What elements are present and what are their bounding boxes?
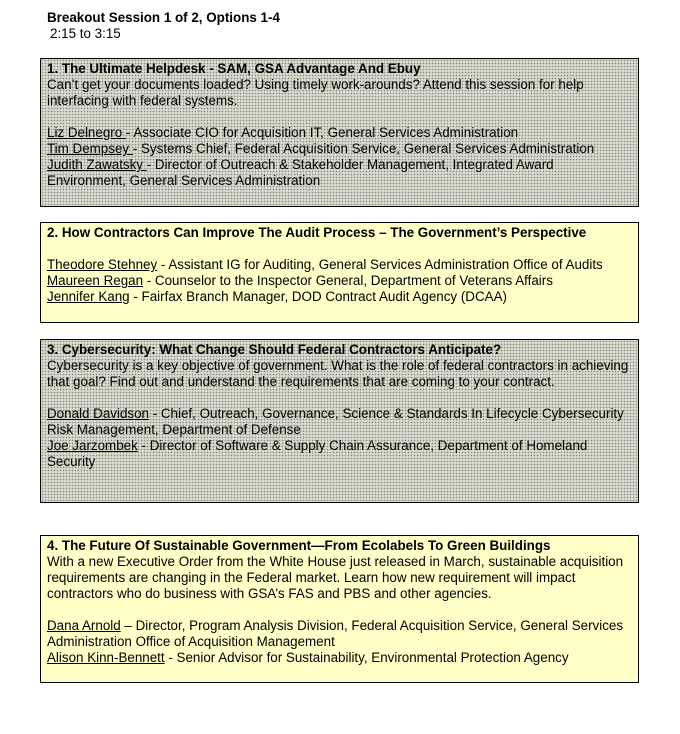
speaker-name-link[interactable]: Alison Kinn-Bennett	[47, 650, 165, 665]
speaker-name-link[interactable]: Donald Davidson	[47, 406, 149, 421]
speaker-entry	[47, 650, 632, 666]
session-box-4	[40, 535, 639, 683]
speaker-name-link[interactable]: Joe Jarzombek	[47, 438, 138, 453]
speaker-entry	[47, 618, 632, 650]
session-description: With a new Executive Order from the White House just released in March, sustainable acquisition requirements are changing in the Federal market. Learn how new requirement will impact contractors who do business with GSA’s FAS and PBS and other agencies.	[47, 554, 624, 601]
speaker-name-link[interactable]: Tim Dempsey	[47, 141, 133, 156]
speaker-entry	[47, 141, 632, 157]
speaker-entry	[47, 157, 632, 189]
speaker-name-link[interactable]: Liz Delnegro	[47, 125, 126, 140]
speaker-name-link[interactable]: Judith Zawatsky	[47, 157, 147, 172]
speaker-role: - Fairfax Branch Manager, DOD Contract Audit Agency (DCAA)	[129, 289, 507, 304]
page-header	[47, 10, 280, 42]
speaker-name-link[interactable]: Theodore Stehney	[47, 257, 158, 272]
page-title: Breakout Session 1 of 2, Options 1-4	[47, 10, 280, 25]
session-title: 4. The Future Of Sustainable Government—From Ecolabels To Green Buildings	[47, 538, 551, 553]
speaker-entry	[47, 273, 632, 289]
session-time: 2:15 to 3:15	[50, 26, 121, 41]
speaker-name-link[interactable]: Dana Arnold	[47, 618, 121, 633]
speaker-entry	[47, 257, 632, 273]
session-description: Can’t get your documents loaded? Using timely work-arounds? Attend this session for help interfacing with federal systems.	[47, 77, 584, 108]
speaker-entry	[47, 289, 632, 305]
session-box-3	[40, 339, 639, 503]
speaker-role: - Assistant IG for Auditing, General Services Administration Office of Audits	[157, 257, 603, 272]
speaker-role: - Senior Advisor for Sustainability, Environmental Protection Agency	[164, 650, 569, 665]
speaker-role: - Director of Outreach & Stakeholder Management, Integrated Award Environment, General Services Administration	[47, 157, 554, 188]
speaker-role: - Director of Software & Supply Chain Assurance, Department of Homeland Security	[47, 438, 588, 469]
speaker-entry	[47, 438, 632, 470]
speaker-role: - Associate CIO for Acquisition IT, General Services Administration	[125, 125, 519, 140]
speaker-name-link[interactable]: Jennifer Kang	[47, 289, 130, 304]
session-box-2	[40, 222, 639, 323]
speaker-role: - Systems Chief, Federal Acquisition Service, General Services Administration	[132, 141, 595, 156]
session-title: 2. How Contractors Can Improve The Audit Process – The Government’s Perspective	[47, 225, 587, 240]
speaker-role: – Director, Program Analysis Division, Federal Acquisition Service, General Services Administration Office of Acquisition Management	[47, 618, 624, 649]
session-title: 1. The Ultimate Helpdesk - SAM, GSA Advantage And Ebuy	[47, 61, 421, 76]
session-box-1	[40, 58, 639, 207]
speaker-name-link[interactable]: Maureen Regan	[47, 273, 144, 288]
speaker-entry	[47, 406, 632, 438]
session-description: Cybersecurity is a key objective of government. What is the role of federal contractors in achieving that goal? Find out and understand the requirements that are coming to your contract.	[47, 358, 629, 389]
speaker-entry	[47, 125, 632, 141]
speaker-role: - Counselor to the Inspector General, Department of Veterans Affairs	[143, 273, 553, 288]
session-title: 3. Cybersecurity: What Change Should Federal Contractors Anticipate?	[47, 342, 502, 357]
speaker-role: - Chief, Outreach, Governance, Science & Standards In Lifecycle Cybersecurity Risk Management, Department of Defense	[47, 406, 624, 437]
